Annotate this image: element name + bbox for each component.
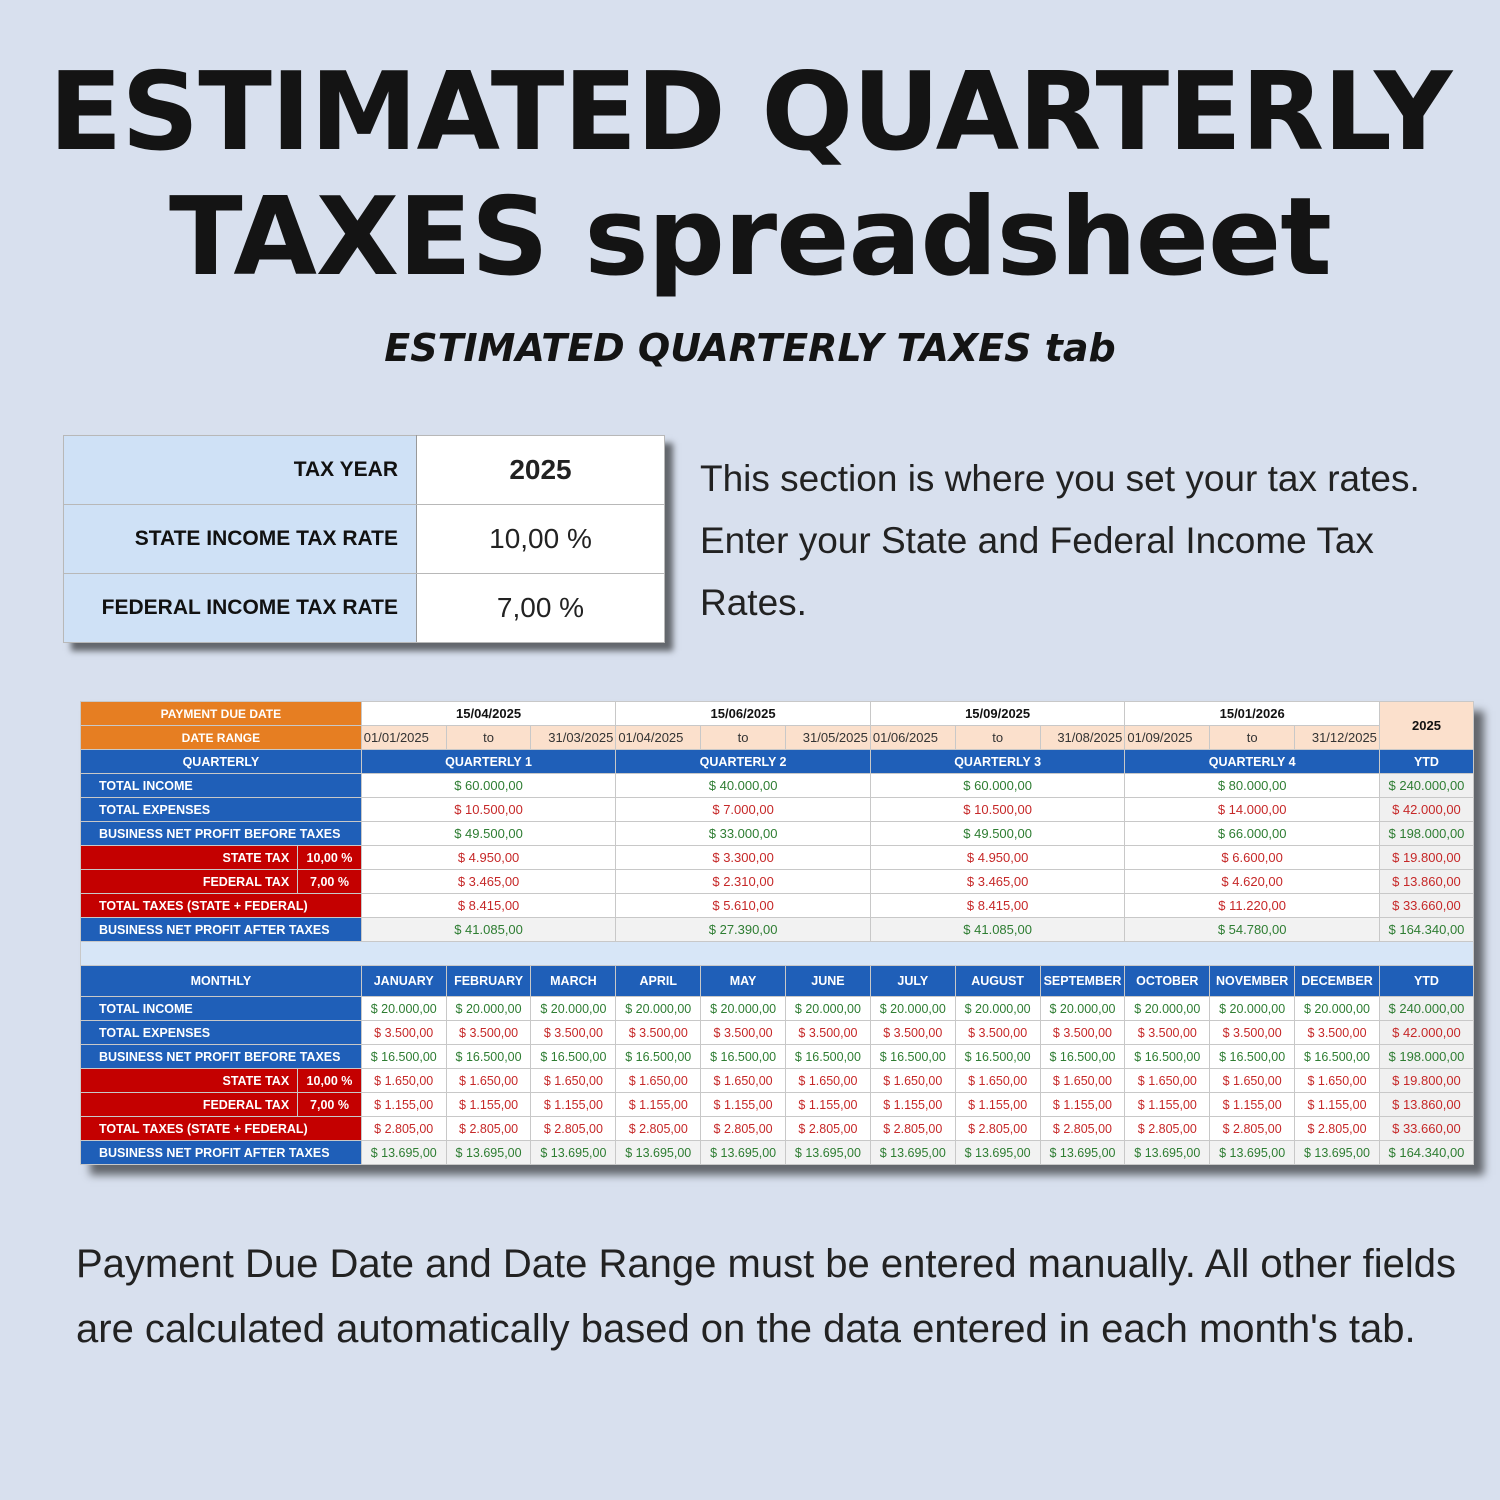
month-header: FEBRUARY [446,966,531,997]
range-end[interactable]: 31/03/2025 [531,726,616,750]
month-header: MAY [701,966,786,997]
payment-due-date[interactable]: 15/01/2026 [1125,702,1380,726]
payment-due-label: PAYMENT DUE DATE [81,702,362,726]
ytd-value: $ 33.660,00 [1379,1117,1473,1141]
range-to: to [955,726,1040,750]
quarter-value: $ 3.300,00 [616,846,871,870]
federal-rate-input[interactable]: 7,00 % [417,574,665,643]
month-value: $ 1.155,00 [1210,1093,1295,1117]
month-value: $ 3.500,00 [955,1021,1040,1045]
row-label: TOTAL TAXES (STATE + FEDERAL) [81,894,362,918]
row-label: TOTAL INCOME [81,997,362,1021]
month-value: $ 2.805,00 [701,1117,786,1141]
quarter-value: $ 4.950,00 [870,846,1125,870]
month-header: APRIL [616,966,701,997]
quarter-value: $ 8.415,00 [361,894,616,918]
quarter-value: $ 41.085,00 [870,918,1125,942]
month-value: $ 16.500,00 [446,1045,531,1069]
quarter-value: $ 60.000,00 [870,774,1125,798]
quarter-header: QUARTERLY 2 [616,750,871,774]
month-value: $ 2.805,00 [446,1117,531,1141]
month-value: $ 2.805,00 [616,1117,701,1141]
quarter-value: $ 11.220,00 [1125,894,1380,918]
month-value: $ 3.500,00 [616,1021,701,1045]
range-end[interactable]: 31/05/2025 [786,726,871,750]
month-value: $ 2.805,00 [1210,1117,1295,1141]
month-value: $ 3.500,00 [786,1021,871,1045]
quarter-value: $ 3.465,00 [870,870,1125,894]
range-to: to [701,726,786,750]
month-value: $ 3.500,00 [1295,1021,1380,1045]
monthly-header-row [81,966,1474,997]
month-value: $ 20.000,00 [1295,997,1380,1021]
month-header: JANUARY [361,966,446,997]
monthly-data-row [81,1045,1474,1069]
tax-year-input[interactable]: 2025 [417,436,665,505]
month-value: $ 1.650,00 [786,1069,871,1093]
month-value: $ 1.155,00 [1295,1093,1380,1117]
quarter-value: $ 40.000,00 [616,774,871,798]
ytd-value: $ 198.000,00 [1379,1045,1473,1069]
month-header: OCTOBER [1125,966,1210,997]
month-value: $ 1.650,00 [446,1069,531,1093]
month-header: MARCH [531,966,616,997]
month-value: $ 1.155,00 [361,1093,446,1117]
month-value: $ 13.695,00 [1210,1141,1295,1165]
title-line-2: TAXES spreadsheet [169,175,1331,300]
row-label: BUSINESS NET PROFIT AFTER TAXES [81,918,362,942]
month-value: $ 2.805,00 [1295,1117,1380,1141]
month-value: $ 1.650,00 [1210,1069,1295,1093]
date-range-label: DATE RANGE [81,726,362,750]
state-rate-input[interactable]: 10,00 % [417,505,665,574]
month-value: $ 1.155,00 [701,1093,786,1117]
ytd-value: $ 240.000,00 [1379,774,1473,798]
month-value: $ 20.000,00 [1040,997,1125,1021]
month-value: $ 20.000,00 [446,997,531,1021]
tax-rates-panel [63,435,665,643]
quarterly-data-row [81,918,1474,942]
month-value: $ 3.500,00 [531,1021,616,1045]
payment-due-date[interactable]: 15/06/2025 [616,702,871,726]
month-value: $ 1.155,00 [955,1093,1040,1117]
ytd-header: YTD [1379,750,1473,774]
ytd-header: YTD [1379,966,1473,997]
quarter-value: $ 54.780,00 [1125,918,1380,942]
ytd-value: $ 13.860,00 [1379,1093,1473,1117]
month-value: $ 16.500,00 [870,1045,955,1069]
range-end[interactable]: 31/08/2025 [1040,726,1125,750]
month-value: $ 13.695,00 [1040,1141,1125,1165]
quarter-value: $ 4.620,00 [1125,870,1380,894]
month-value: $ 1.650,00 [701,1069,786,1093]
quarter-value: $ 8.415,00 [870,894,1125,918]
month-value: $ 3.500,00 [1210,1021,1295,1045]
month-value: $ 16.500,00 [531,1045,616,1069]
month-value: $ 20.000,00 [616,997,701,1021]
ytd-value: $ 13.860,00 [1379,870,1473,894]
date-range-row [81,726,1474,750]
month-value: $ 13.695,00 [616,1141,701,1165]
row-label: TOTAL EXPENSES [81,798,362,822]
payment-due-row [81,702,1474,726]
federal-rate-label: FEDERAL INCOME TAX RATE [64,574,417,643]
month-header: JUNE [786,966,871,997]
quarter-value: $ 80.000,00 [1125,774,1380,798]
month-value: $ 2.805,00 [870,1117,955,1141]
month-value: $ 2.805,00 [361,1117,446,1141]
row-label: TOTAL INCOME [81,774,362,798]
month-value: $ 13.695,00 [1125,1141,1210,1165]
month-value: $ 3.500,00 [1125,1021,1210,1045]
month-value: $ 1.155,00 [1125,1093,1210,1117]
month-value: $ 1.650,00 [1040,1069,1125,1093]
month-value: $ 1.155,00 [786,1093,871,1117]
row-label: FEDERAL TAX [81,1093,298,1117]
payment-due-date[interactable]: 15/09/2025 [870,702,1125,726]
month-header: AUGUST [955,966,1040,997]
row-rate: 7,00 % [298,870,362,894]
quarter-header: QUARTERLY 3 [870,750,1125,774]
quarter-value: $ 49.500,00 [361,822,616,846]
month-value: $ 16.500,00 [616,1045,701,1069]
ytd-value: $ 19.800,00 [1379,846,1473,870]
month-value: $ 13.695,00 [955,1141,1040,1165]
tax-year-label: TAX YEAR [64,436,417,505]
quarterly-data-row [81,846,1474,870]
spreadsheet [80,701,1474,1165]
row-label: STATE TAX [81,1069,298,1093]
quarter-value: $ 33.000,00 [616,822,871,846]
ytd-value: $ 164.340,00 [1379,1141,1473,1165]
quarterly-data-row [81,798,1474,822]
row-label: FEDERAL TAX [81,870,298,894]
range-start[interactable]: 01/06/2025 [870,726,955,750]
month-value: $ 2.805,00 [955,1117,1040,1141]
quarter-value: $ 6.600,00 [1125,846,1380,870]
quarter-value: $ 7.000,00 [616,798,871,822]
month-value: $ 13.695,00 [786,1141,871,1165]
month-value: $ 20.000,00 [531,997,616,1021]
month-value: $ 1.650,00 [870,1069,955,1093]
ytd-value: $ 33.660,00 [1379,894,1473,918]
tax-grid [80,701,1474,1165]
spacer [81,942,1474,966]
ytd-value: $ 198.000,00 [1379,822,1473,846]
month-value: $ 13.695,00 [446,1141,531,1165]
quarter-value: $ 66.000,00 [1125,822,1380,846]
year-header: 2025 [1379,702,1473,750]
quarterly-data-row [81,870,1474,894]
month-value: $ 3.500,00 [1040,1021,1125,1045]
quarterly-header: QUARTERLY [81,750,362,774]
month-header: SEPTEMBER [1040,966,1125,997]
month-value: $ 3.500,00 [870,1021,955,1045]
month-value: $ 1.650,00 [1125,1069,1210,1093]
month-value: $ 16.500,00 [1125,1045,1210,1069]
quarter-value: $ 41.085,00 [361,918,616,942]
range-to: to [446,726,531,750]
month-value: $ 1.155,00 [616,1093,701,1117]
month-header: JULY [870,966,955,997]
month-header: DECEMBER [1295,966,1380,997]
month-value: $ 16.500,00 [1210,1045,1295,1069]
month-value: $ 2.805,00 [786,1117,871,1141]
month-value: $ 20.000,00 [1125,997,1210,1021]
monthly-data-row [81,1117,1474,1141]
month-value: $ 1.155,00 [446,1093,531,1117]
quarterly-data-row [81,822,1474,846]
month-value: $ 20.000,00 [361,997,446,1021]
row-label: BUSINESS NET PROFIT BEFORE TAXES [81,822,362,846]
quarter-value: $ 4.950,00 [361,846,616,870]
quarter-header: QUARTERLY 1 [361,750,616,774]
quarter-value: $ 60.000,00 [361,774,616,798]
quarterly-data-row [81,774,1474,798]
month-value: $ 1.155,00 [1040,1093,1125,1117]
monthly-data-row [81,1141,1474,1165]
monthly-data-row [81,997,1474,1021]
month-value: $ 3.500,00 [361,1021,446,1045]
monthly-header: MONTHLY [81,966,362,997]
month-value: $ 16.500,00 [1295,1045,1380,1069]
month-value: $ 13.695,00 [1295,1141,1380,1165]
page-title [0,50,1500,300]
monthly-data-row [81,1021,1474,1045]
month-value: $ 3.500,00 [446,1021,531,1045]
monthly-data-row [81,1093,1474,1117]
bottom-note: Payment Due Date and Date Range must be entered manually. All other fields are calculated automatically based on the data entered in each month's tab. [76,1242,1457,1351]
month-value: $ 20.000,00 [955,997,1040,1021]
rates-note: This section is where you set your tax rates. Enter your State and Federal Income Tax Rates. [700,458,1420,623]
month-value: $ 20.000,00 [1210,997,1295,1021]
month-value: $ 1.650,00 [616,1069,701,1093]
range-end[interactable]: 31/12/2025 [1295,726,1380,750]
spacer-row [81,942,1474,966]
month-value: $ 16.500,00 [361,1045,446,1069]
row-label: BUSINESS NET PROFIT BEFORE TAXES [81,1045,362,1069]
row-rate: 10,00 % [298,846,362,870]
month-value: $ 16.500,00 [955,1045,1040,1069]
row-label: TOTAL EXPENSES [81,1021,362,1045]
page-subtitle: ESTIMATED QUARTERLY TAXES tab [384,326,1116,370]
row-rate: 10,00 % [298,1069,362,1093]
monthly-data-row [81,1069,1474,1093]
month-value: $ 20.000,00 [870,997,955,1021]
row-label: BUSINESS NET PROFIT AFTER TAXES [81,1141,362,1165]
month-value: $ 16.500,00 [1040,1045,1125,1069]
month-value: $ 2.805,00 [1040,1117,1125,1141]
payment-due-date[interactable]: 15/04/2025 [361,702,616,726]
quarter-value: $ 5.610,00 [616,894,871,918]
month-value: $ 1.650,00 [531,1069,616,1093]
row-label: TOTAL TAXES (STATE + FEDERAL) [81,1117,362,1141]
month-value: $ 13.695,00 [870,1141,955,1165]
quarter-value: $ 10.500,00 [361,798,616,822]
row-rate: 7,00 % [298,1093,362,1117]
month-value: $ 1.155,00 [531,1093,616,1117]
ytd-value: $ 19.800,00 [1379,1069,1473,1093]
month-value: $ 3.500,00 [701,1021,786,1045]
month-value: $ 1.650,00 [361,1069,446,1093]
title-line-1: ESTIMATED QUARTERLY [48,50,1452,175]
month-value: $ 1.650,00 [955,1069,1040,1093]
ytd-value: $ 164.340,00 [1379,918,1473,942]
ytd-value: $ 42.000,00 [1379,1021,1473,1045]
range-start[interactable]: 01/01/2025 [361,726,446,750]
quarter-header: QUARTERLY 4 [1125,750,1380,774]
month-value: $ 1.650,00 [1295,1069,1380,1093]
month-value: $ 2.805,00 [1125,1117,1210,1141]
quarter-value: $ 3.465,00 [361,870,616,894]
ytd-value: $ 240.000,00 [1379,997,1473,1021]
month-value: $ 13.695,00 [531,1141,616,1165]
month-value: $ 20.000,00 [701,997,786,1021]
quarter-value: $ 49.500,00 [870,822,1125,846]
month-header: NOVEMBER [1210,966,1295,997]
range-start[interactable]: 01/09/2025 [1125,726,1210,750]
quarter-value: $ 10.500,00 [870,798,1125,822]
month-value: $ 2.805,00 [531,1117,616,1141]
month-value: $ 1.155,00 [870,1093,955,1117]
quarterly-header-row [81,750,1474,774]
quarter-value: $ 14.000,00 [1125,798,1380,822]
range-to: to [1210,726,1295,750]
month-value: $ 16.500,00 [786,1045,871,1069]
ytd-value: $ 42.000,00 [1379,798,1473,822]
month-value: $ 13.695,00 [701,1141,786,1165]
range-start[interactable]: 01/04/2025 [616,726,701,750]
row-label: STATE TAX [81,846,298,870]
month-value: $ 13.695,00 [361,1141,446,1165]
state-rate-label: STATE INCOME TAX RATE [64,505,417,574]
quarterly-data-row [81,894,1474,918]
quarter-value: $ 27.390,00 [616,918,871,942]
month-value: $ 16.500,00 [701,1045,786,1069]
quarter-value: $ 2.310,00 [616,870,871,894]
month-value: $ 20.000,00 [786,997,871,1021]
